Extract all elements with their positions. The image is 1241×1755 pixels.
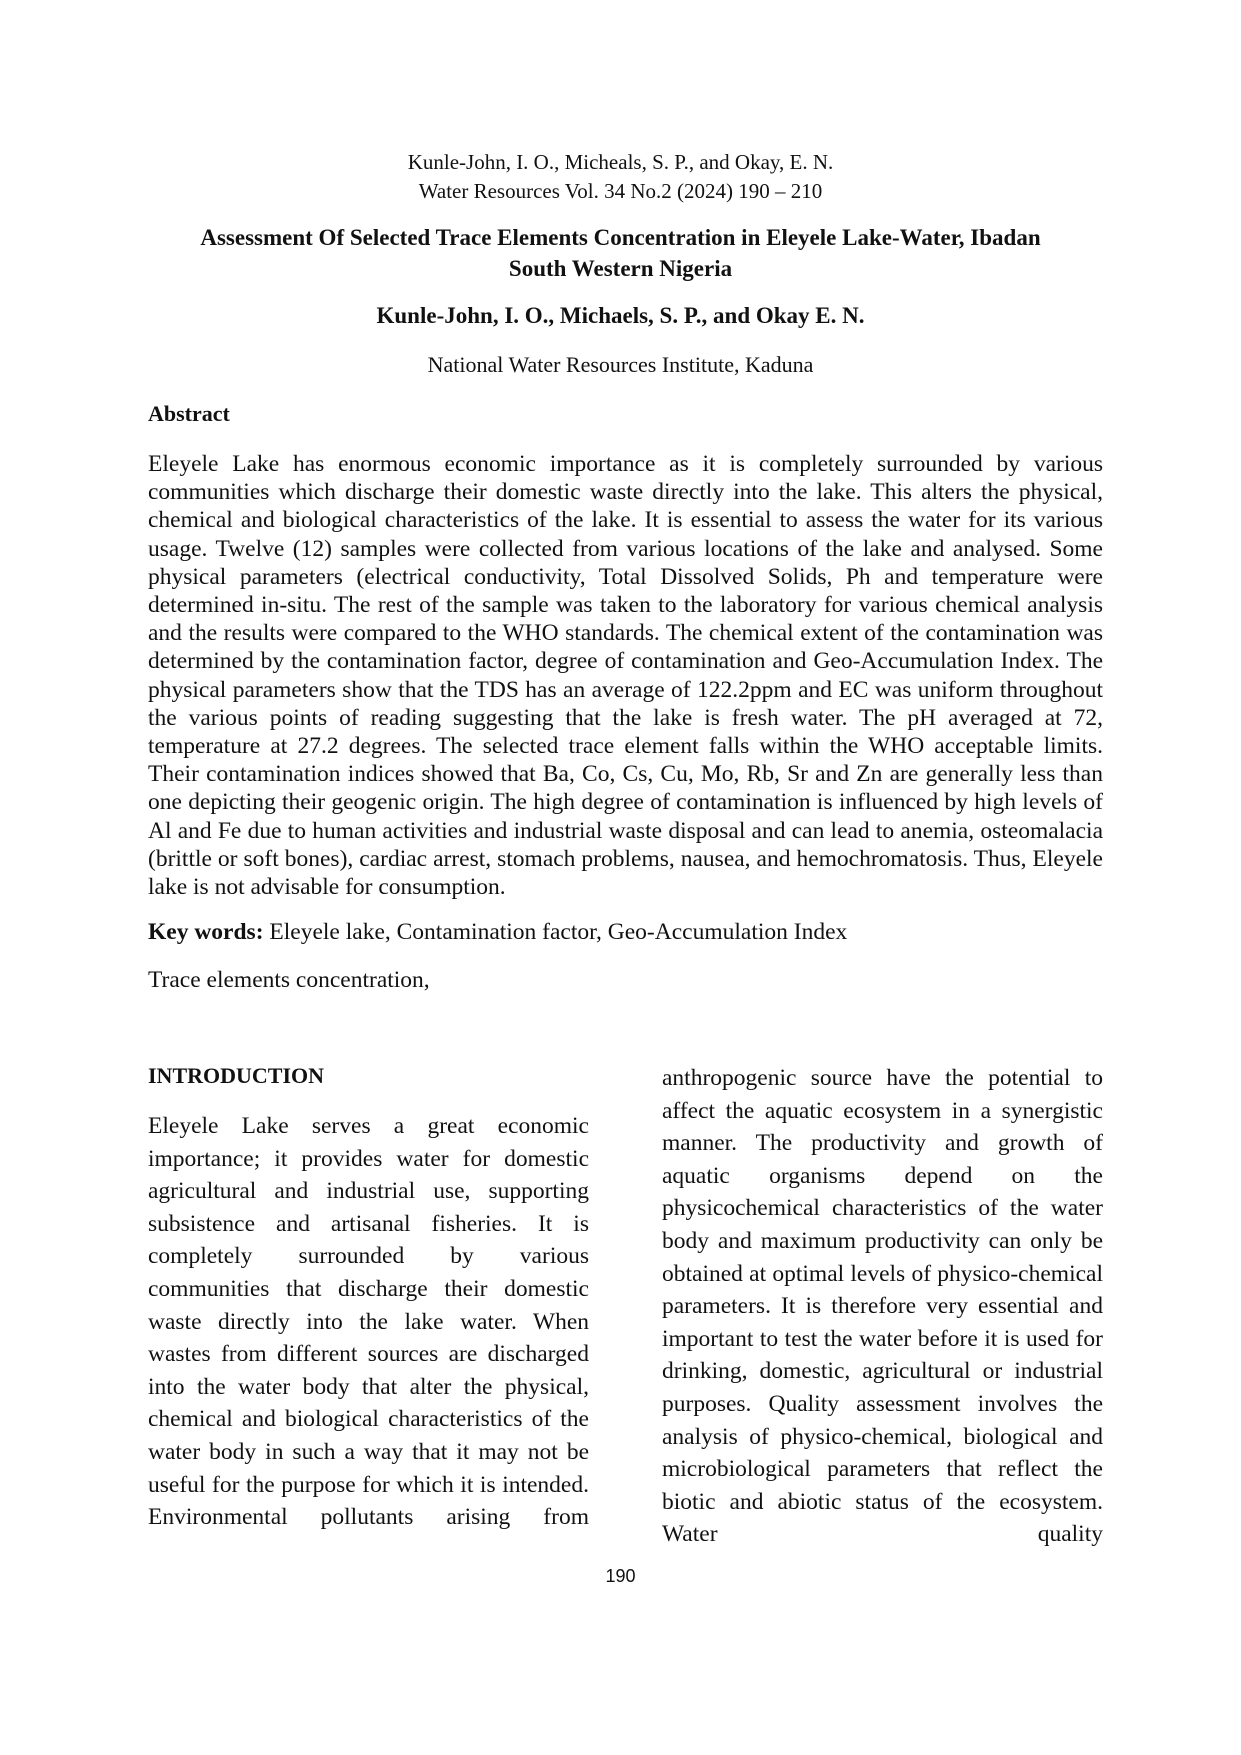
keywords-text: Eleyele lake, Contamination factor, Geo-Accumulation Index (263, 919, 848, 945)
title-line-1: Assessment Of Selected Trace Elements Concentration in Eleyele Lake-Water, Ibadan (200, 225, 1041, 250)
keywords (148, 918, 847, 946)
introduction-right-column: anthropogenic source have the potential to affect the aquatic ecosystem in a synergistic manner. The productivity and growth of aquatic organisms depend on the physicochemical characteristics of the water body and maximum productivity can only be obtained at optimal levels of physico-chemical parameters. It is therefore very essential and important to test the water before it is used for drinking, domestic, agricultural or industrial purposes. Quality assessment involves the analysis of physico-chemical, biological and microbiological parameters that reflect the biotic and abiotic status of the ecosystem. Water quality (662, 1065, 1103, 1548)
title-line-2: South Western Nigeria (508, 256, 733, 281)
keywords-label: Key words: (148, 919, 264, 945)
abstract-text: Eleyele Lake has enormous economic importance as it is completely surrounded by various communities which discharge their domestic waste directly into the lake. This alters the physical, chemical and biological characteristics of the lake. It is essential to assess the water for its various usage. Twelve (12) samples were collected from various locations of the lake and analysed. Some physical parameters (electrical conductivity, Total Dissolved Solids, Ph and temperature were determined in-situ. The rest of the sample was taken to the laboratory for various chemical analysis and the results were compared to the WHO standards. The chemical extent of the contamination was determined by the contamination factor, degree of contamination and Geo-Accumulation Index. The physical parameters show that the TDS has an average of 122.2ppm and EC was uniform throughout the various points of reading suggesting that the lake is fresh water. The pH averaged at 72, temperature at 27.2 degrees. The selected trace element falls within the WHO acceptable limits. Their contamination indices showed that Ba, Co, Cs, Cu, Mo, Rb, Sr and Zn are generally less than one depicting their geogenic origin. The high degree of contamination is influenced by high levels of Al and Fe due to human activities and industrial waste disposal and can lead to anemia, osteomalacia (brittle or soft bones), cardiac arrest, stomach problems, nausea, and hemochromatosis. Thus, Eleyele lake is not advisable for consumption. (148, 451, 1103, 901)
keywords-continuation: Trace elements concentration, (148, 967, 430, 993)
affiliation: National Water Resources Institute, Kaduna (427, 352, 814, 377)
header-journal: Water Resources Vol. 34 No.2 (2024) 190 – 210 (418, 179, 823, 203)
paper-title (0, 222, 1241, 284)
introduction-heading: INTRODUCTION (148, 1063, 325, 1088)
authors: Kunle-John, I. O., Michaels, S. P., and Okay E. N. (376, 303, 865, 328)
header-authors: Kunle-John, I. O., Micheals, S. P., and Okay, E. N. (407, 150, 834, 174)
introduction-left-column: Eleyele Lake serves a great economic importance; it provides water for domestic agricultural and industrial use, supporting subsistence and artisanal fisheries. It is completely surrounded by various communities that discharge their domestic waste directly into the lake water. When wastes from different sources are discharged into the water body that alter the physical, chemical and biological characteristics of the water body in such a way that it may not be useful for the purpose for which it is intended. Environmental pollutants arising from (148, 1113, 589, 1531)
page-number: 190 (605, 1566, 636, 1586)
abstract-heading: Abstract (148, 401, 230, 426)
running-header (0, 148, 1241, 206)
